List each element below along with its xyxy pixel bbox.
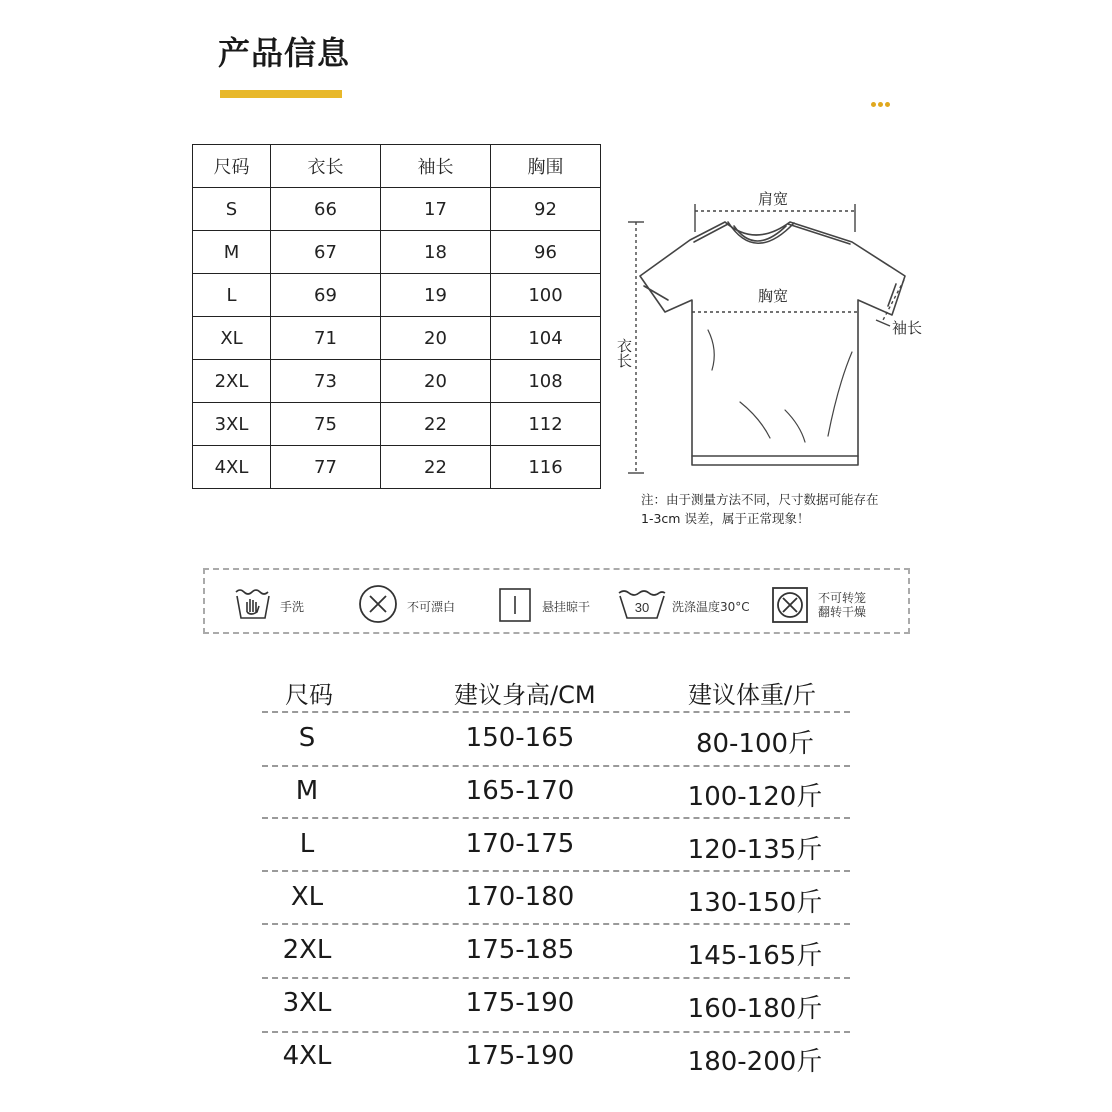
table-cell: 170-175 <box>465 829 575 859</box>
table-cell: 75 <box>271 403 381 446</box>
table-cell: 73 <box>271 360 381 403</box>
row-divider <box>262 1031 850 1033</box>
care-label: 翻转干燥 <box>818 605 867 619</box>
row-divider <box>262 817 850 819</box>
ellipsis-dots-icon <box>871 92 892 111</box>
note-line: 注：由于测量方法不同，尺寸数据可能存在 <box>641 492 879 507</box>
note-line: 1-3cm 误差，属于正常现象！ <box>641 511 810 526</box>
column-header: 尺码 <box>193 145 271 188</box>
table-cell: 100-120斤 <box>687 782 823 812</box>
table-row <box>193 403 601 446</box>
table-cell: 108 <box>491 360 601 403</box>
table-row <box>193 231 601 274</box>
title-accent-bar <box>220 90 342 98</box>
hand-wash-icon <box>233 586 275 622</box>
table-cell: 165-170 <box>465 776 575 806</box>
table-cell: 22 <box>381 403 491 446</box>
tshirt-outline-icon <box>640 222 905 465</box>
sleeve-length-label: 袖长 <box>892 319 923 337</box>
table-cell: 69 <box>271 274 381 317</box>
table-cell: 160-180斤 <box>687 994 823 1024</box>
table-cell: XL <box>193 317 271 360</box>
table-cell: 92 <box>491 188 601 231</box>
table-cell: 150-165 <box>465 723 575 753</box>
table-cell: M <box>193 231 271 274</box>
table-cell: 112 <box>491 403 601 446</box>
table-cell: 170-180 <box>465 882 575 912</box>
table-cell: 4XL <box>193 446 271 489</box>
care-label: 不可转笼 <box>818 591 867 605</box>
table-row <box>193 446 601 489</box>
table-cell: XL <box>290 882 324 912</box>
table-cell: 3XL <box>282 988 332 1018</box>
shoulder-width-label: 肩宽 <box>758 190 789 208</box>
table-cell: 4XL <box>282 1041 332 1071</box>
column-header: 胸围 <box>491 145 601 188</box>
table-cell: L <box>299 829 315 859</box>
table-cell: 20 <box>381 360 491 403</box>
column-header: 袖长 <box>381 145 491 188</box>
tshirt-diagram <box>600 180 940 480</box>
row-divider <box>262 977 850 979</box>
wash-temp-text: 30 <box>634 600 650 615</box>
table-cell: 175-190 <box>465 1041 575 1071</box>
table-cell: 77 <box>271 446 381 489</box>
page-title: 产品信息 <box>218 34 351 72</box>
table-cell: 20 <box>381 317 491 360</box>
table-cell: 130-150斤 <box>687 888 823 918</box>
column-header: 尺码 <box>285 681 333 709</box>
table-cell: 116 <box>491 446 601 489</box>
table-cell: 66 <box>271 188 381 231</box>
table-cell: 80-100斤 <box>695 729 815 759</box>
table-cell: 96 <box>491 231 601 274</box>
table-cell: 175-185 <box>465 935 575 965</box>
table-cell: 17 <box>381 188 491 231</box>
hang-dry-icon <box>498 587 532 623</box>
body-length-label: 衣长 <box>615 338 633 368</box>
table-row <box>193 274 601 317</box>
table-cell: 2XL <box>193 360 271 403</box>
table-cell: 3XL <box>193 403 271 446</box>
table-cell: 19 <box>381 274 491 317</box>
row-divider <box>262 711 850 713</box>
table-cell: M <box>295 776 319 806</box>
measurement-lines <box>628 204 904 473</box>
table-cell: 100 <box>491 274 601 317</box>
care-label: 手洗 <box>280 600 305 614</box>
column-header: 衣长 <box>271 145 381 188</box>
table-cell: 2XL <box>282 935 332 965</box>
table-cell: 22 <box>381 446 491 489</box>
row-divider <box>262 870 850 872</box>
table-cell: S <box>298 723 316 753</box>
care-label: 洗涤温度30°C <box>672 600 750 614</box>
size-table <box>192 144 601 489</box>
table-cell: 71 <box>271 317 381 360</box>
table-row <box>193 360 601 403</box>
table-cell: 104 <box>491 317 601 360</box>
row-divider <box>262 765 850 767</box>
table-cell: 67 <box>271 231 381 274</box>
care-label-group <box>818 591 866 619</box>
no-bleach-icon <box>357 583 399 625</box>
column-header: 建议身高/CM <box>454 681 596 709</box>
measurement-note <box>641 490 903 528</box>
table-cell: 120-135斤 <box>687 835 823 865</box>
no-tumble-dry-icon <box>771 586 809 624</box>
care-label: 不可漂白 <box>407 600 456 614</box>
table-cell: S <box>193 188 271 231</box>
table-header-row <box>193 145 601 188</box>
table-row <box>193 317 601 360</box>
table-cell: 180-200斤 <box>687 1047 823 1077</box>
table-cell: 145-165斤 <box>687 941 823 971</box>
chest-width-label: 胸宽 <box>758 287 789 305</box>
care-label: 悬挂晾干 <box>542 600 591 614</box>
table-cell: 18 <box>381 231 491 274</box>
table-row <box>193 188 601 231</box>
table-cell: 175-190 <box>465 988 575 1018</box>
wash-30-icon <box>617 587 667 621</box>
column-header: 建议体重/斤 <box>688 681 817 709</box>
row-divider <box>262 923 850 925</box>
table-cell: L <box>193 274 271 317</box>
